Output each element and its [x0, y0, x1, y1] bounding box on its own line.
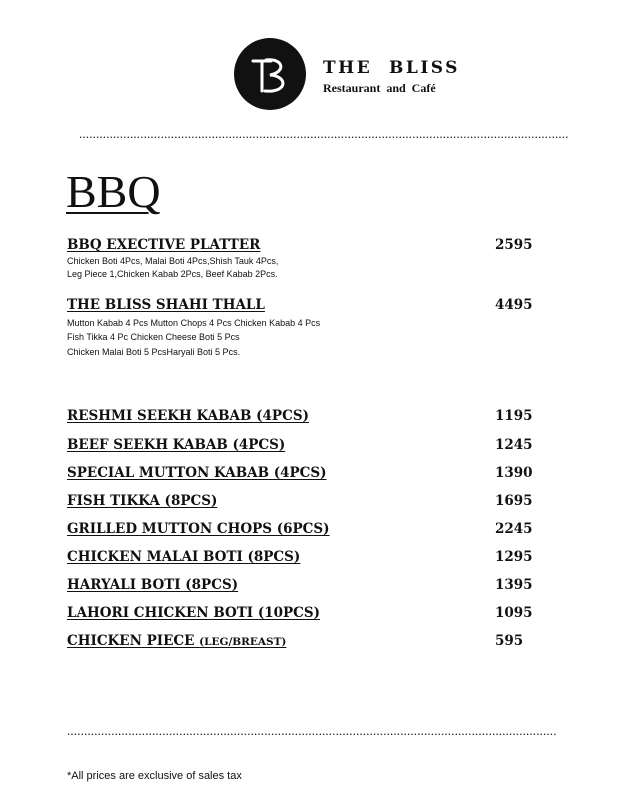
brand-block [323, 58, 460, 96]
menu-item-name: CHICKEN MALAI BOTI (8PCS) [67, 549, 301, 565]
menu-item-price: 595 [495, 633, 524, 649]
menu-item-name: RESHMI SEEKH KABAB (4PCS) [67, 408, 309, 424]
platter-price: 2595 [495, 237, 533, 253]
menu-item-price: 1245 [495, 437, 533, 453]
platter-description-line: Fish Tikka 4 Pc Chicken Cheese Boti 5 Pcs [67, 332, 240, 342]
menu-item-price: 1195 [495, 408, 533, 424]
logo-monogram-icon [234, 38, 306, 110]
menu-item-name: SPECIAL MUTTON KABAB (4PCS) [67, 465, 327, 481]
brand-tagline: Restaurant and Café [323, 81, 436, 95]
footnote: *All prices are exclusive of sales tax [67, 770, 242, 782]
menu-item-name-suffix: (LEG/BREAST) [199, 636, 287, 648]
platter-description-line: Chicken Malai Boti 5 PcsHaryali Boti 5 Pcs. [67, 347, 241, 357]
menu-item-price: 1395 [495, 577, 533, 593]
menu-item-price: 1390 [495, 465, 533, 481]
menu-item-price: 1295 [495, 549, 533, 565]
dotted-divider-bottom: ................................................................................................................................................ [67, 723, 557, 738]
platter-price: 4495 [495, 297, 533, 313]
menu-item-price: 2245 [495, 521, 533, 537]
platter-title: BBQ EXECTIVE PLATTER [67, 237, 261, 253]
menu-item-name: FISH TIKKA (8PCS) [67, 493, 218, 509]
menu-item-name: CHICKEN PIECE [67, 633, 195, 649]
menu-item-name: GRILLED MUTTON CHOPS (6PCS) [67, 521, 330, 537]
platter-title: THE BLISS SHAHI THALL [67, 297, 265, 313]
menu-item-name-wrap [67, 632, 286, 651]
menu-item-name: HARYALI BOTI (8PCS) [67, 577, 239, 593]
section-title: BBQ [66, 166, 161, 217]
platter-description-line: Leg Piece 1,Chicken Kabab 2Pcs, Beef Kabab 2Pcs. [67, 269, 278, 279]
menu-item-price: 1695 [495, 493, 533, 509]
menu-item-name: LAHORI CHICKEN BOTI (10PCS) [67, 605, 321, 621]
menu-item-name: BEEF SEEKH KABAB (4PCS) [67, 437, 286, 453]
dotted-divider-top: ................................................................................................................................................ [79, 126, 569, 141]
platter-description-line: Mutton Kabab 4 Pcs Mutton Chops 4 Pcs Chicken Kabab 4 Pcs [67, 318, 321, 328]
platter-description-line: Chicken Boti 4Pcs, Malai Boti 4Pcs,Shish Tauk 4Pcs, [67, 256, 279, 266]
brand-name: THE BLISS [323, 58, 460, 78]
tb-monogram-logo [234, 38, 306, 110]
menu-item-price: 1095 [495, 605, 533, 621]
